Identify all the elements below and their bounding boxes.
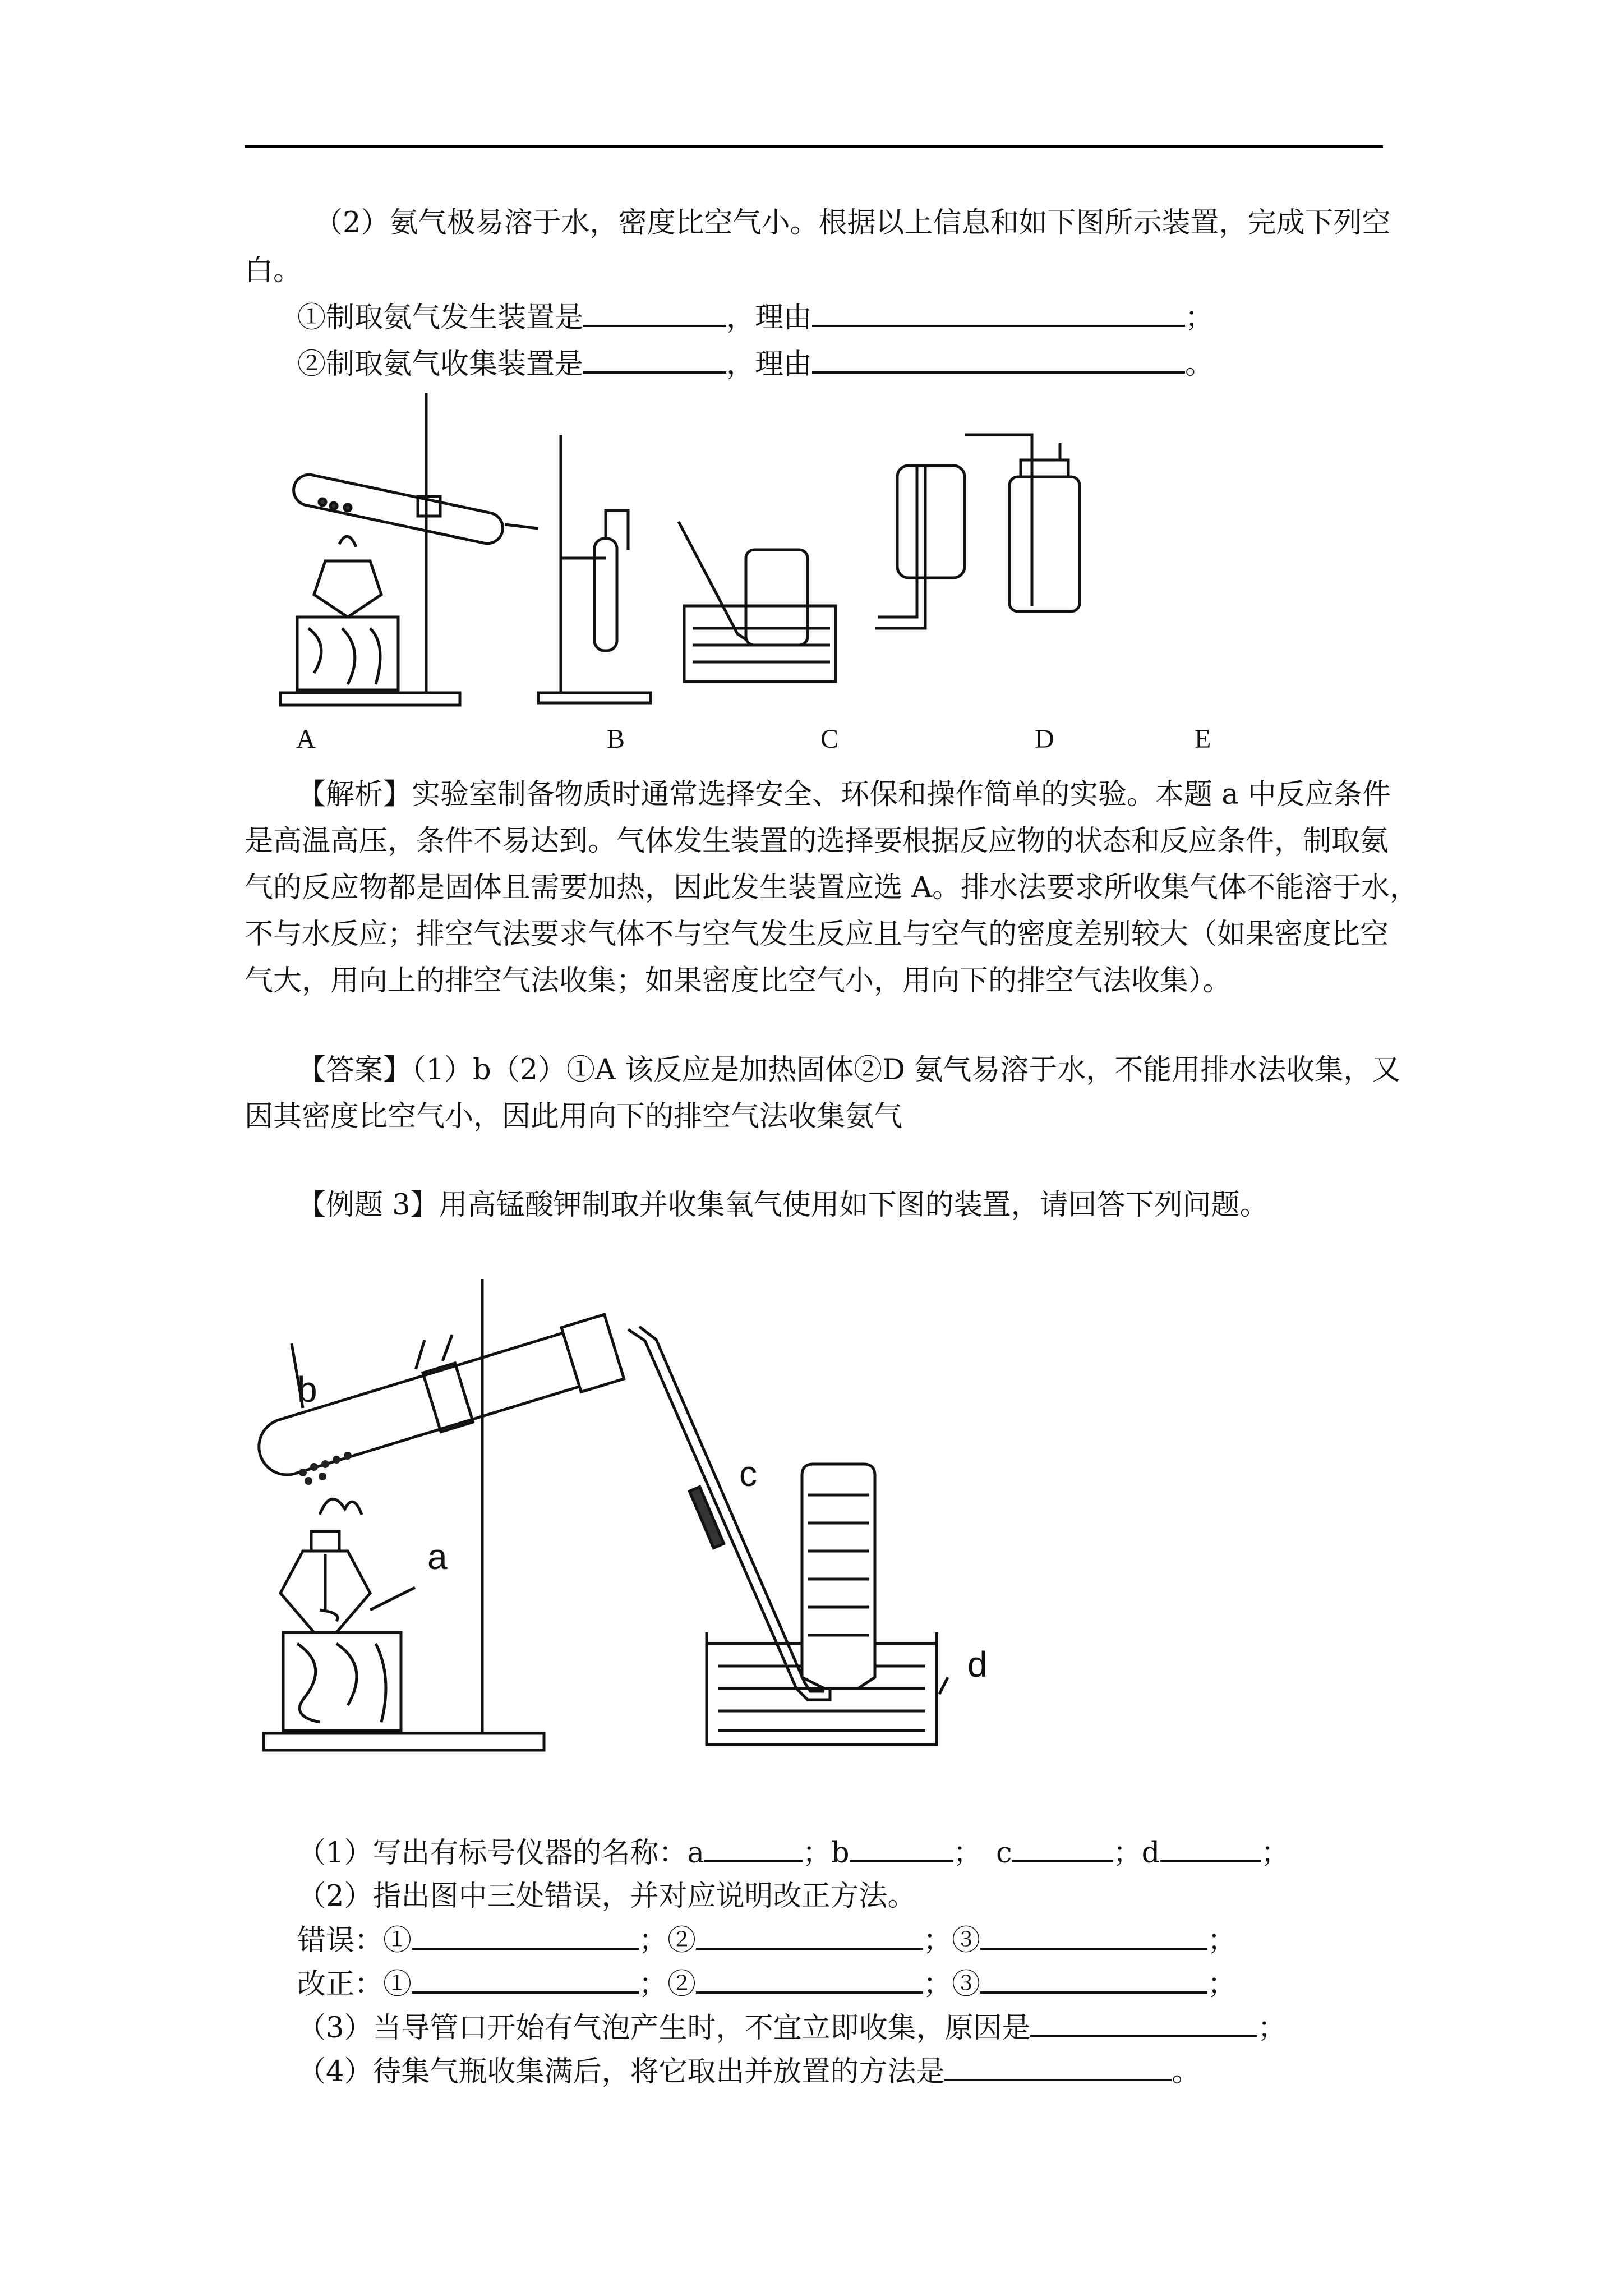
question-3-text: （3）当导管口开始有气泡产生时，不宜立即收集，原因是	[297, 2012, 1031, 2045]
label-a: a	[427, 1536, 448, 1577]
q2-item1-end: ；	[1185, 301, 1214, 334]
figure-label-E: E	[1195, 724, 1211, 754]
answer-line2: 因其密度比空气小，因此用向下的排空气法收集氨气	[245, 1100, 903, 1133]
question-1-c: ； c	[953, 1837, 1012, 1870]
sep-3: ；③	[923, 1924, 981, 1957]
label-d: d	[967, 1644, 988, 1685]
label-c: c	[739, 1453, 757, 1494]
answer-blank-b[interactable]	[850, 1834, 953, 1862]
answer-blank[interactable]	[696, 1966, 923, 1994]
answer-blank[interactable]	[812, 346, 1185, 374]
analysis-line1: 【解析】实验室制备物质时通常选择安全、环保和操作简单的实验。本题 a 中反应条件	[297, 778, 1391, 811]
analysis-line3: 气的反应物都是固体且需要加热，因此发生装置应选 A。排水法要求所收集气体不能溶于水，	[245, 871, 1419, 904]
q2-item2-reason: ，理由	[726, 348, 813, 381]
question-2: （2）指出图中三处错误，并对应说明改正方法。	[297, 1880, 916, 1913]
answer-blank-c[interactable]	[1012, 1834, 1113, 1862]
analysis-line4: 不与水反应；排空气法要求气体不与空气发生反应且与空气的密度差别较大（如果密度比空	[245, 918, 1389, 951]
question-4-end: 。	[1172, 2055, 1201, 2088]
question-1-text: （1）写出有标号仪器的名称：a	[297, 1837, 704, 1870]
question-1-d: ；d	[1113, 1837, 1160, 1870]
header-rule	[245, 145, 1383, 148]
answer-line1: 【答案】（1）b（2）①A 该反应是加热固体②D 氨气易溶于水，不能用排水法收集，又	[297, 1053, 1401, 1087]
q2-item1-reason: ，理由	[726, 301, 813, 334]
figure-label-D: D	[1035, 724, 1054, 754]
answer-blank[interactable]	[696, 1922, 923, 1950]
answer-blank[interactable]	[980, 1922, 1207, 1950]
q2-item1	[297, 299, 1214, 337]
q2-item2-end: 。	[1185, 348, 1214, 381]
answer-blank[interactable]	[412, 1966, 639, 1994]
answer-blank[interactable]	[1030, 2009, 1257, 2037]
row-end: ；	[1207, 1968, 1237, 2001]
q2-line2: 白。	[245, 254, 302, 287]
figure-label-A: A	[296, 724, 316, 754]
question-1-end: ；	[1261, 1837, 1290, 1870]
sep-2: ；②	[639, 1924, 697, 1957]
errors-label: 错误：①	[297, 1924, 412, 1957]
question-4-text: （4）待集气瓶收集满后，将它取出并放置的方法是	[297, 2055, 945, 2088]
analysis-line2: 是高温高压，条件不易达到。气体发生装置的选择要根据反应物的状态和反应条件，制取氨	[245, 825, 1389, 858]
example3-heading: 【例题 3】用高锰酸钾制取并收集氧气使用如下图的装置，请回答下列问题。	[297, 1189, 1269, 1222]
q2-line1: （2）氨气极易溶于水，密度比空气小。根据以上信息和如下图所示装置，完成下列空	[314, 206, 1391, 240]
answer-blank[interactable]	[583, 346, 726, 374]
sep-2: ；②	[639, 1968, 697, 2001]
sep-3: ；③	[923, 1968, 981, 2001]
answer-blank[interactable]	[583, 299, 726, 327]
answer-blank-d[interactable]	[1160, 1834, 1261, 1862]
answer-blank[interactable]	[980, 1966, 1207, 1994]
q2-item2	[297, 346, 1214, 383]
fixes-label: 改正：①	[297, 1968, 412, 2001]
answer-blank-a[interactable]	[704, 1834, 803, 1862]
answer-blank[interactable]	[412, 1922, 639, 1950]
question-3-end: ；	[1257, 2012, 1287, 2045]
q2-item2-text: ②制取氨气收集装置是	[297, 348, 584, 381]
q2-item1-text: ①制取氨气发生装置是	[297, 301, 584, 334]
figure-label-C: C	[820, 724, 839, 754]
apparatus-figure-1	[236, 381, 1301, 718]
apparatus-figure-2	[241, 1273, 981, 1761]
question-4	[297, 2053, 1200, 2091]
analysis-line5: 气大，用向上的排空气法收集；如果密度比空气小，用向下的排空气法收集）。	[245, 964, 1232, 997]
answer-blank[interactable]	[812, 299, 1185, 327]
row-end: ；	[1207, 1924, 1237, 1957]
figure-label-B: B	[607, 724, 625, 754]
question-1-b: ；b	[802, 1837, 850, 1870]
label-b: b	[297, 1369, 317, 1410]
answer-blank[interactable]	[944, 2053, 1172, 2081]
errors-row	[297, 1922, 1236, 1959]
question-1	[297, 1834, 1289, 1872]
question-3	[297, 2009, 1286, 2047]
fixes-row	[297, 1966, 1236, 2003]
